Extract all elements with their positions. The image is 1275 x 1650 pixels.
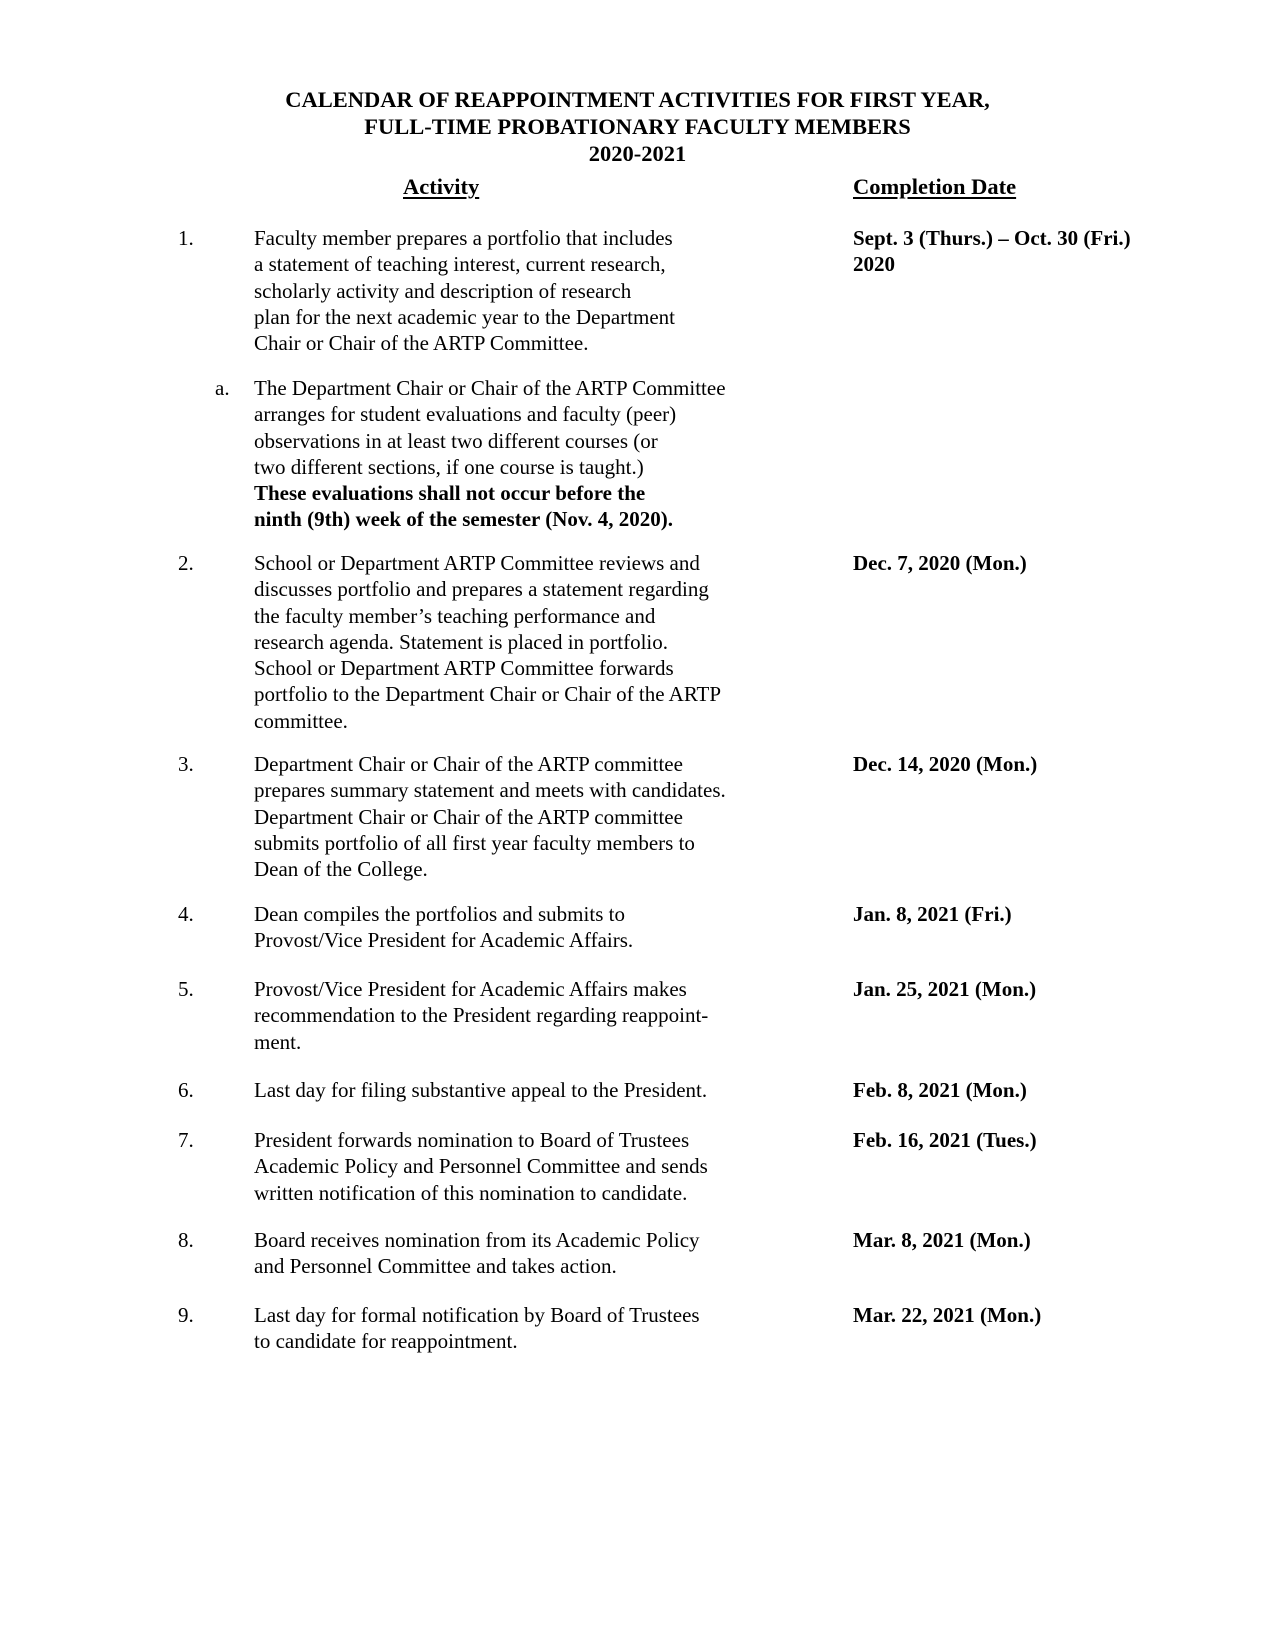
description-line: the faculty member’s teaching performance and — [254, 603, 656, 628]
description-line: The Department Chair or Chair of the ARTP Committee — [254, 376, 726, 400]
item-number: 9. — [178, 1303, 194, 1327]
item-description — [254, 375, 794, 533]
description-line: prepares summary statement and meets with candidates. — [254, 778, 726, 803]
item-number: 1. — [178, 226, 194, 250]
description-line: Academic Policy and Personnel Committee and sends — [254, 1154, 708, 1179]
title-line-1: CALENDAR OF REAPPOINTMENT ACTIVITIES FOR FIRST YEAR, — [285, 87, 990, 112]
document-title — [0, 86, 1275, 167]
item-number: 6. — [178, 1078, 194, 1102]
date-line: Feb. 16, 2021 (Tues.) — [853, 1128, 1037, 1152]
bold-notice-line: These evaluations shall not occur before the — [254, 481, 646, 506]
description-line: two different sections, if one course is taught.) — [254, 454, 644, 479]
item-description — [254, 550, 794, 734]
description-line: to candidate for reappointment. — [254, 1329, 518, 1354]
description-line: discusses portfolio and prepares a statement regarding — [254, 577, 709, 602]
description-line: committee. — [254, 708, 348, 733]
date-line: Dec. 14, 2020 (Mon.) — [853, 752, 1038, 776]
description-line: recommendation to the President regarding reappoint- — [254, 1003, 709, 1028]
item-description — [254, 1227, 794, 1280]
description-line: Last day for formal notification by Board of Trustees — [254, 1303, 700, 1327]
completion-date — [853, 1127, 1193, 1153]
completion-date — [853, 751, 1193, 777]
description-line: Chair or Chair of the ARTP Committee. — [254, 331, 589, 356]
description-line: President forwards nomination to Board of Trustees — [254, 1128, 690, 1152]
date-line: 2020 — [853, 252, 895, 277]
description-line: Last day for filing substantive appeal to the President. — [254, 1078, 708, 1102]
date-line: Feb. 8, 2021 (Mon.) — [853, 1078, 1027, 1102]
description-line: written notification of this nomination to candidate. — [254, 1180, 688, 1205]
date-line: Jan. 8, 2021 (Fri.) — [853, 902, 1012, 926]
description-line: ment. — [254, 1029, 302, 1054]
description-line: School or Department ARTP Committee reviews and — [254, 551, 700, 575]
date-line: Sept. 3 (Thurs.) – Oct. 30 (Fri.) — [853, 226, 1131, 250]
item-number: 7. — [178, 1128, 194, 1152]
description-line: observations in at least two different courses (or — [254, 428, 658, 453]
description-line: School or Department ARTP Committee forwards — [254, 656, 674, 681]
description-line: Faculty member prepares a portfolio that includes — [254, 226, 673, 250]
title-line-2: FULL-TIME PROBATIONARY FACULTY MEMBERS — [364, 114, 911, 139]
description-line: a statement of teaching interest, current research, — [254, 252, 666, 277]
item-description — [254, 225, 794, 356]
description-line: and Personnel Committee and takes action. — [254, 1254, 617, 1279]
description-line: Department Chair or Chair of the ARTP committee — [254, 752, 683, 776]
item-number: 3. — [178, 752, 194, 776]
date-line: Mar. 8, 2021 (Mon.) — [853, 1228, 1031, 1252]
date-line: Mar. 22, 2021 (Mon.) — [853, 1303, 1042, 1327]
completion-date — [853, 976, 1193, 1002]
description-line: research agenda. Statement is placed in portfolio. — [254, 629, 669, 654]
description-line: arranges for student evaluations and faculty (peer) — [254, 402, 677, 427]
title-line-3: 2020-2021 — [588, 141, 687, 166]
description-line: Provost/Vice President for Academic Affairs makes — [254, 977, 687, 1001]
item-letter: a. — [215, 376, 230, 400]
item-description — [254, 1077, 794, 1103]
description-line: portfolio to the Department Chair or Chair of the ARTP — [254, 682, 722, 707]
description-line: submits portfolio of all first year faculty members to — [254, 830, 695, 855]
item-description — [254, 976, 794, 1055]
completion-date — [853, 1302, 1193, 1328]
description-line: plan for the next academic year to the Department — [254, 304, 675, 329]
date-line: Dec. 7, 2020 (Mon.) — [853, 551, 1027, 575]
item-number: 4. — [178, 902, 194, 926]
item-description — [254, 751, 794, 882]
item-number: 5. — [178, 977, 194, 1001]
description-line: Dean of the College. — [254, 857, 428, 882]
item-number: 8. — [178, 1228, 194, 1252]
description-line: Board receives nomination from its Academic Policy — [254, 1228, 700, 1252]
item-description — [254, 1127, 794, 1206]
completion-date — [853, 550, 1193, 576]
description-line: Provost/Vice President for Academic Affairs. — [254, 928, 634, 953]
description-line: scholarly activity and description of research — [254, 278, 632, 303]
item-number: 2. — [178, 551, 194, 575]
description-line: Dean compiles the portfolios and submits to — [254, 902, 625, 926]
description-line: Department Chair or Chair of the ARTP committee — [254, 804, 683, 829]
completion-date-column-header: Completion Date — [853, 174, 1017, 199]
completion-date — [853, 1227, 1193, 1253]
activity-column-header: Activity — [403, 174, 480, 199]
completion-date — [853, 901, 1193, 927]
completion-date — [853, 225, 1193, 278]
item-description — [254, 901, 794, 954]
date-line: Jan. 25, 2021 (Mon.) — [853, 977, 1037, 1001]
item-description — [254, 1302, 794, 1355]
bold-notice-line: ninth (9th) week of the semester (Nov. 4, 2020). — [254, 507, 673, 532]
completion-date — [853, 1077, 1193, 1103]
